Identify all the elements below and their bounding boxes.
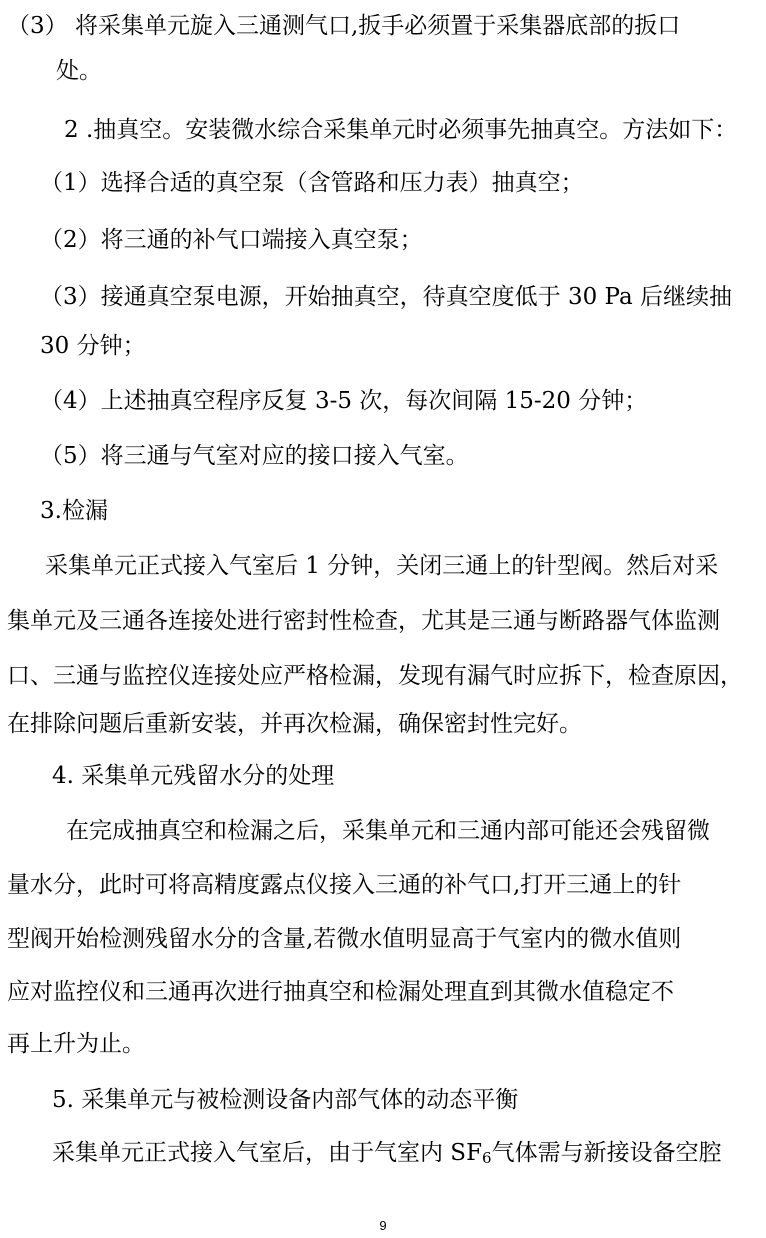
- section-residual-heading: 4. 采集单元残留水分的处理: [52, 763, 335, 789]
- section-leak-heading: 3.检漏: [40, 498, 108, 524]
- leak-paragraph-line2: 集单元及三通各连接处进行密封性检查，尤其是三通与断路器气体监测: [7, 608, 720, 634]
- residual-paragraph-line1: 在完成抽真空和检漏之后，采集单元和三通内部可能还会残留微: [66, 818, 710, 844]
- residual-paragraph-line4: 应对监控仪和三通再次进行抽真空和检漏处理直到其微水值稳定不: [7, 979, 674, 1005]
- paragraph-step3-line2: 处。: [56, 58, 102, 84]
- vacuum-step-4: （4）上述抽真空程序反复 3-5 次，每次间隔 15-20 分钟；: [40, 388, 648, 414]
- vacuum-step-3-line2: 30 分钟；: [40, 333, 146, 359]
- page-number: 9: [379, 1218, 387, 1233]
- balance-paragraph-line1: [52, 1133, 722, 1173]
- leak-paragraph-line3: 口、三通与监控仪连接处应严格检漏，发现有漏气时应拆下，检查原因，: [7, 663, 743, 689]
- vacuum-step-3-line1: （3）接通真空泵电源，开始抽真空，待真空度低于 30 Pa 后继续抽: [40, 284, 732, 310]
- sf6-subscript: 6: [482, 1149, 492, 1167]
- balance-text-part1: 采集单元正式接入气室后，由于气室内 SF: [52, 1140, 483, 1166]
- paragraph-step3-line1: （3） 将采集单元旋入三通测气口,扳手必须置于采集器底部的扳口: [7, 13, 681, 39]
- vacuum-step-1: （1）选择合适的真空泵（含管路和压力表）抽真空；: [40, 170, 584, 196]
- balance-text-part2: 气体需与新接设备空腔: [491, 1140, 722, 1166]
- section-balance-heading: 5. 采集单元与被检测设备内部气体的动态平衡: [52, 1087, 519, 1113]
- leak-paragraph-line4: 在排除问题后重新安装，并再次检漏，确保密封性完好。: [7, 711, 582, 737]
- vacuum-step-5: （5）将三通与气室对应的接口接入气室。: [40, 443, 469, 469]
- vacuum-step-2: （2）将三通的补气口端接入真空泵；: [40, 227, 423, 253]
- leak-paragraph-line1: 采集单元正式接入气室后 1 分钟，关闭三通上的针型阀。然后对采: [45, 553, 719, 579]
- residual-paragraph-line5: 再上升为止。: [7, 1031, 145, 1057]
- section-vacuum-heading: 2 .抽真空。安装微水综合采集单元时必须事先抽真空。方法如下：: [64, 117, 738, 143]
- residual-paragraph-line3: 型阀开始检测残留水分的含量,若微水值明显高于气室内的微水值则: [7, 926, 682, 952]
- residual-paragraph-line2: 量水分，此时可将高精度露点仪接入三通的补气口,打开三通上的针: [7, 872, 682, 898]
